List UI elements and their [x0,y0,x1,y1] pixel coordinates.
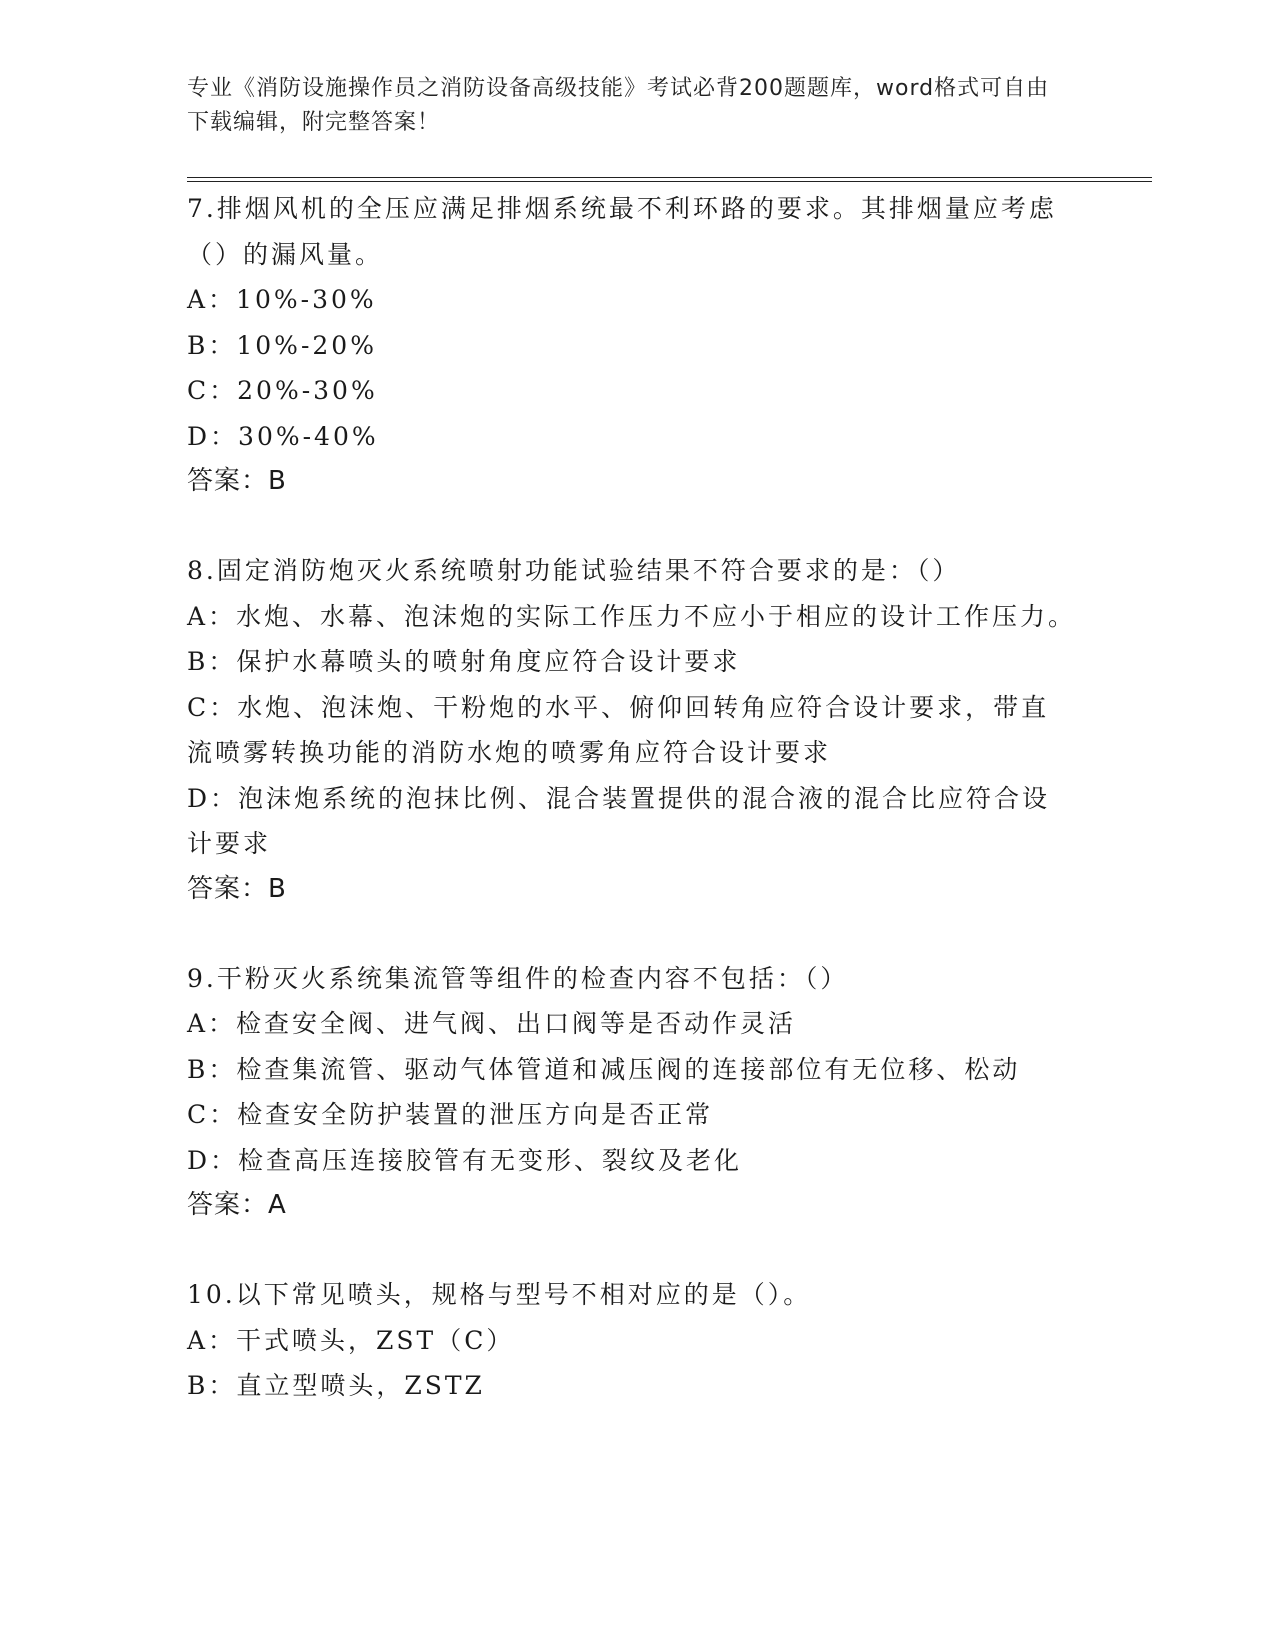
option-d: D：泡沫炮系统的泡抹比例、混合装置提供的混合液的混合比应符合设计要求 [187,783,1051,858]
option-d: D：检查高压连接胶管有无变形、裂纹及老化 [187,1145,743,1175]
option-c: C：水炮、泡沫炮、干粉炮的水平、俯仰回转角应符合设计要求，带直流喷雾转换功能的消防水炮的喷雾角应符合设计要求 [187,692,1050,767]
option-c: C：检查安全防护装置的泄压方向是否正常 [187,1100,714,1129]
option-a: A：水炮、水幕、泡沫炮的实际工作压力不应小于相应的设计工作压力。 [187,601,1077,631]
answer: 答案：B [187,873,287,904]
question-stem: 7.排烟风机的全压应满足排烟系统最不利环路的要求。其排烟量应考虑（）的漏风量。 [187,194,1057,269]
option-a: A：检查安全阀、进气阀、出口阀等是否动作灵活 [187,1009,797,1038]
question-stem: 10.以下常见喷头，规格与型号不相对应的是（）。 [187,1280,812,1309]
answer: 答案：B [187,466,287,496]
option-c: C：20%-30% [187,376,378,405]
question-9 [187,956,1077,1229]
option-d: D：30%-40% [187,421,379,451]
option-b: B：直立型喷头，ZSTZ [187,1371,485,1400]
header-divider [187,177,1152,182]
question-8 [187,548,1077,912]
answer: 答案：A [187,1190,287,1220]
option-b: B：检查集流管、驱动气体管道和减压阀的连接部位有无位移、松动 [187,1054,1021,1084]
option-b: B：10%-20% [187,330,377,360]
page-header: 专业《消防设施操作员之消防设备高级技能》考试必背200题题库，word格式可自由下载编辑，附完整答案！ [187,76,1050,135]
question-stem: 8.固定消防炮灭火系统喷射功能试验结果不符合要求的是：（） [187,556,961,585]
option-a: A：10%-30% [187,285,377,314]
option-a: A：干式喷头，ZST（C） [187,1325,515,1355]
option-b: B：保护水幕喷头的喷射角度应符合设计要求 [187,647,741,676]
question-10 [187,1272,1077,1409]
question-list [187,186,1077,1453]
question-stem: 9.干粉灭火系统集流管等组件的检查内容不包括：（） [187,963,849,993]
question-7 [187,186,1077,504]
